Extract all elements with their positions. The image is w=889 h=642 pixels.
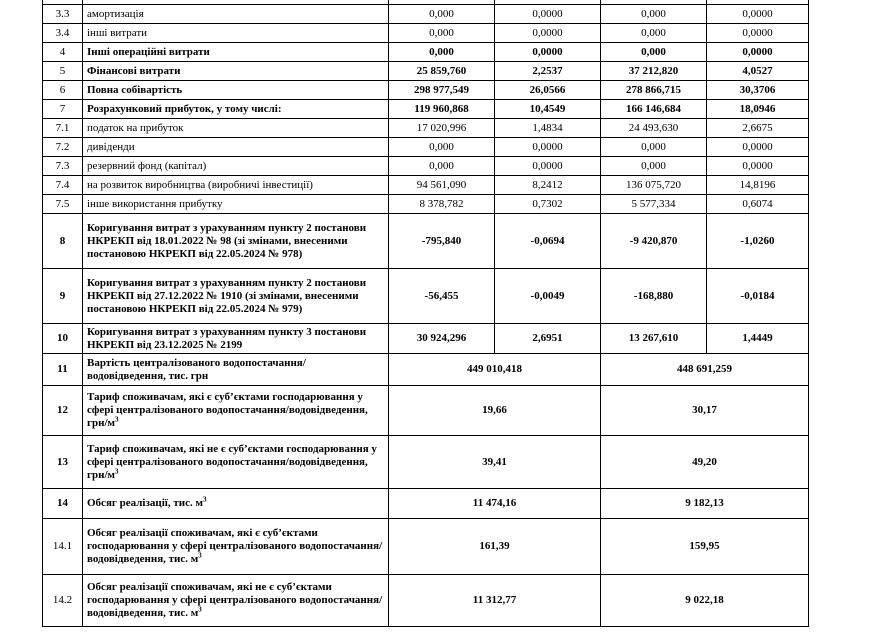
row-value: 298 977,549 (389, 81, 495, 100)
row-number: 9 (43, 269, 83, 324)
row-value: 0,0000 (495, 157, 601, 176)
row-label-text: Вартість централізованого водопостачання/водовідведення, тис. грн (87, 356, 306, 382)
table-row (43, 138, 809, 157)
row-value: 4,0527 (707, 62, 809, 81)
row-value: 8,2412 (495, 176, 601, 195)
row-value: 11 312,77 (389, 575, 601, 627)
row-number: 12 (43, 386, 83, 436)
row-value: 0,0000 (707, 43, 809, 62)
row-number: 7.4 (43, 176, 83, 195)
row-label: Розрахунковий прибуток, у тому числі: (83, 100, 389, 119)
row-label: Повна собівартість (83, 81, 389, 100)
row-value: 94 561,090 (389, 176, 495, 195)
row-value: 136 075,720 (601, 176, 707, 195)
row-value: 0,000 (389, 138, 495, 157)
row-value: -168,880 (601, 269, 707, 324)
row-number: 6 (43, 81, 83, 100)
row-number: 3.4 (43, 24, 83, 43)
row-value: 37 212,820 (601, 62, 707, 81)
row-value: 0,0000 (707, 157, 809, 176)
table-row (43, 519, 809, 575)
unit-superscript: 3 (115, 466, 119, 475)
row-value: -56,455 (389, 269, 495, 324)
row-value: 11 474,16 (389, 489, 601, 519)
row-value: 2,2537 (495, 62, 601, 81)
row-value: 9 022,18 (601, 575, 809, 627)
unit-superscript: 3 (198, 551, 202, 560)
table-row (43, 157, 809, 176)
unit-superscript: 3 (198, 605, 202, 614)
row-number: 8 (43, 214, 83, 269)
tariff-table (42, 0, 809, 627)
row-value: -0,0184 (707, 269, 809, 324)
row-label (83, 519, 389, 575)
row-label: Фінансові витрати (83, 62, 389, 81)
row-value: 166 146,684 (601, 100, 707, 119)
row-number: 7.5 (43, 195, 83, 214)
row-number: 7.1 (43, 119, 83, 138)
row-value: 18,0946 (707, 100, 809, 119)
table-row (43, 119, 809, 138)
row-value: 17 020,996 (389, 119, 495, 138)
row-label: Інші операційні витрати (83, 43, 389, 62)
row-value: 0,000 (389, 24, 495, 43)
row-value: 14,8196 (707, 176, 809, 195)
row-value: -0,0694 (495, 214, 601, 269)
row-value: 25 859,760 (389, 62, 495, 81)
row-value: 0,0000 (707, 138, 809, 157)
row-value: 0,000 (601, 5, 707, 24)
row-label (83, 489, 389, 519)
row-label-text: Обсяг реалізації споживачам, які не є суб’єктами господарювання у сфері централізованого водопостачання/водовідведення, тис. м (87, 581, 383, 619)
row-value: -795,840 (389, 214, 495, 269)
row-value: -0,0049 (495, 269, 601, 324)
row-value: 0,000 (601, 24, 707, 43)
row-value: 0,000 (389, 43, 495, 62)
row-value: -1,0260 (707, 214, 809, 269)
row-value: 9 182,13 (601, 489, 809, 519)
table-row (43, 5, 809, 24)
table-row (43, 195, 809, 214)
table-row (43, 354, 809, 386)
row-number: 7.2 (43, 138, 83, 157)
table-row (43, 575, 809, 627)
row-number: 4 (43, 43, 83, 62)
row-value: 0,000 (389, 157, 495, 176)
row-value: -9 420,870 (601, 214, 707, 269)
table-body-summary (43, 354, 809, 627)
row-value: 0,0000 (707, 5, 809, 24)
row-number: 14 (43, 489, 83, 519)
row-value: 0,0000 (495, 5, 601, 24)
row-value: 0,0000 (495, 24, 601, 43)
row-label: амортизація (83, 5, 389, 24)
row-label: інше використання прибутку (83, 195, 389, 214)
row-value: 0,000 (601, 43, 707, 62)
row-value: 8 378,782 (389, 195, 495, 214)
row-number: 14.2 (43, 575, 83, 627)
row-value: 19,66 (389, 386, 601, 436)
row-value: 448 691,259 (601, 354, 809, 386)
row-label: Коригування витрат з урахуванням пункту 2 постанови НКРЕКП від 27.12.2022 № 1910 (зі змінами, внесеними постановою НКРЕКП від 22.05.2024 № 979) (83, 269, 389, 324)
table-row (43, 62, 809, 81)
row-number: 7 (43, 100, 83, 119)
row-value: 10,4549 (495, 100, 601, 119)
table-row (43, 324, 809, 354)
row-value: 0,6074 (707, 195, 809, 214)
row-label-text: Тариф споживачам, які є суб’єктами господарювання у сфері централізованого водопостачання/водовідведення, грн/м (87, 391, 368, 429)
table-body-detailed (43, 0, 809, 354)
row-number: 11 (43, 354, 83, 386)
row-label (83, 354, 389, 386)
row-value: 24 493,630 (601, 119, 707, 138)
table-row (43, 269, 809, 324)
row-label (83, 575, 389, 627)
row-value: 0,000 (389, 5, 495, 24)
row-label: інші витрати (83, 24, 389, 43)
row-label-text: Тариф споживачам, які не є суб’єктами господарювання у сфері централізованого водопостачання/водовідведення, грн/м (87, 442, 377, 481)
row-value: 449 010,418 (389, 354, 601, 386)
row-number: 13 (43, 436, 83, 489)
row-label: податок на прибуток (83, 119, 389, 138)
table-row (43, 386, 809, 436)
table-row (43, 81, 809, 100)
row-label-text: Обсяг реалізації споживачам, які є суб’єктами господарювання у сфері централізованого водопостачання/водовідведення, тис. м (87, 527, 383, 565)
unit-superscript: 3 (202, 495, 207, 504)
unit-superscript: 3 (115, 415, 119, 424)
row-value: 13 267,610 (601, 324, 707, 354)
row-value: 49,20 (601, 436, 809, 489)
table-row (43, 436, 809, 489)
row-value: 0,000 (601, 138, 707, 157)
row-value: 161,39 (389, 519, 601, 575)
row-value: 26,0566 (495, 81, 601, 100)
table-row (43, 176, 809, 195)
table-row (43, 489, 809, 519)
row-value: 0,7302 (495, 195, 601, 214)
row-label: дивіденди (83, 138, 389, 157)
row-label: резервний фонд (капітал) (83, 157, 389, 176)
row-value: 0,0000 (495, 138, 601, 157)
row-label (83, 436, 389, 489)
row-label-text: Обсяг реалізації, тис. м (87, 497, 203, 509)
table-row (43, 214, 809, 269)
row-value: 119 960,868 (389, 100, 495, 119)
row-number: 7.3 (43, 157, 83, 176)
row-label: Коригування витрат з урахуванням пункту 3 постанови НКРЕКП від 23.12.2025 № 2199 (83, 324, 389, 354)
row-value: 2,6675 (707, 119, 809, 138)
row-label: на розвиток виробництва (виробничі інвестиції) (83, 176, 389, 195)
row-label (83, 386, 389, 436)
row-number: 14.1 (43, 519, 83, 575)
row-number: 5 (43, 62, 83, 81)
row-value: 30 924,296 (389, 324, 495, 354)
row-value: 30,17 (601, 386, 809, 436)
row-value: 2,6951 (495, 324, 601, 354)
table-row (43, 43, 809, 62)
row-value: 5 577,334 (601, 195, 707, 214)
row-value: 30,3706 (707, 81, 809, 100)
row-number: 3.3 (43, 5, 83, 24)
row-value: 0,0000 (495, 43, 601, 62)
row-value: 0,000 (601, 157, 707, 176)
row-value: 159,95 (601, 519, 809, 575)
row-label: Коригування витрат з урахуванням пункту 2 постанови НКРЕКП від 18.01.2022 № 98 (зі змінами, внесеними постановою НКРЕКП від 22.05.2024 № 978) (83, 214, 389, 269)
row-value: 1,4449 (707, 324, 809, 354)
row-value: 278 866,715 (601, 81, 707, 100)
table-row (43, 100, 809, 119)
row-value: 0,0000 (707, 24, 809, 43)
table-row (43, 24, 809, 43)
row-value: 39,41 (389, 436, 601, 489)
row-number: 10 (43, 324, 83, 354)
row-value: 1,4834 (495, 119, 601, 138)
